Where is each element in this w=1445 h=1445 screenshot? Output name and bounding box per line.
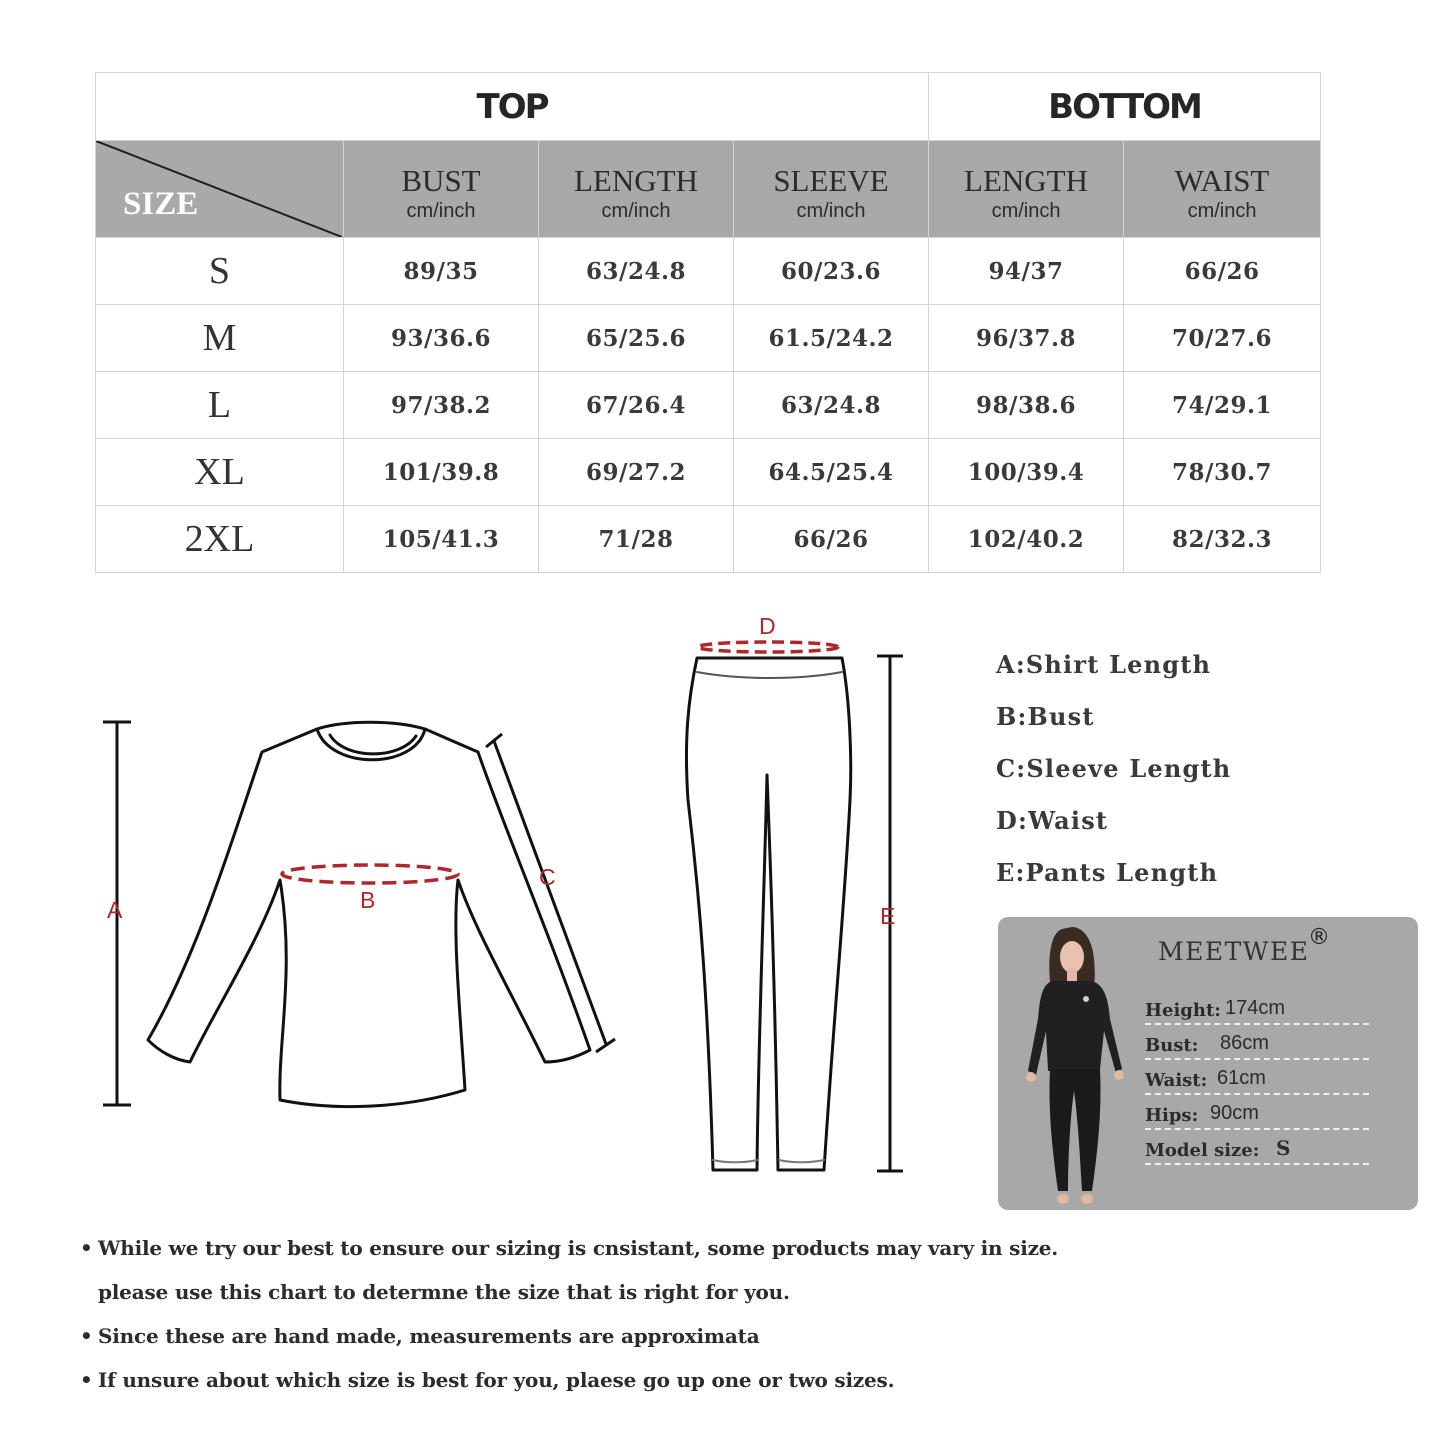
value-cell: 66/26 xyxy=(734,506,929,573)
model-stat-size xyxy=(1145,1131,1369,1165)
value-cell: 65/25.6 xyxy=(539,305,734,372)
column-name: BUST xyxy=(401,163,481,198)
column-header-bust xyxy=(344,141,539,238)
sizing-notes xyxy=(80,1226,1098,1402)
table-column-header-row xyxy=(96,141,1321,238)
stat-label: Hips: xyxy=(1145,1105,1199,1126)
stat-value: 61cm xyxy=(1217,1067,1266,1089)
column-unit: cm/inch xyxy=(991,200,1061,222)
value-cell: 100/39.4 xyxy=(929,439,1124,506)
legend-item-b: B:Bust xyxy=(996,702,1095,731)
column-unit: cm/inch xyxy=(406,200,476,222)
value-cell: 63/24.8 xyxy=(734,372,929,439)
bullet-icon: • xyxy=(80,1324,93,1348)
waist-measure-marker xyxy=(698,613,838,652)
bullet-icon: • xyxy=(80,1236,93,1260)
stat-label: Waist: xyxy=(1145,1070,1208,1091)
model-stat-hips xyxy=(1145,1096,1369,1130)
stat-value: S xyxy=(1276,1136,1291,1160)
stat-value: 86cm xyxy=(1220,1032,1269,1054)
value-cell: 67/26.4 xyxy=(539,372,734,439)
stat-label: Height: xyxy=(1145,1000,1221,1021)
model-stat-height xyxy=(1145,991,1369,1025)
label-c: C xyxy=(539,864,556,890)
legend-item-d: D:Waist xyxy=(996,806,1109,835)
measurement-legend xyxy=(996,650,1231,910)
model-stat-bust xyxy=(1145,1026,1369,1060)
value-cell: 69/27.2 xyxy=(539,439,734,506)
bust-measure-marker xyxy=(282,865,458,913)
brand-name: MEETWEE xyxy=(1158,937,1310,966)
table-row xyxy=(96,506,1321,573)
pants-outline-icon xyxy=(686,658,850,1170)
note-item xyxy=(80,1226,1098,1314)
note-text: While we try our best to ensure our sizing is cnsistant, some products may vary in size. please use this chart to determne the size that is right for you. xyxy=(98,1236,1059,1304)
sleeve-length-measure-line xyxy=(486,734,615,1052)
stat-label: Model size: xyxy=(1145,1140,1260,1161)
table-row xyxy=(96,372,1321,439)
shirt-outline-icon xyxy=(148,722,590,1106)
column-name: LENGTH xyxy=(964,163,1088,198)
label-e: E xyxy=(880,903,896,929)
value-cell: 102/40.2 xyxy=(929,506,1124,573)
table-row xyxy=(96,305,1321,372)
column-header-sleeve xyxy=(734,141,929,238)
value-cell: 74/29.1 xyxy=(1124,372,1321,439)
value-cell: 78/30.7 xyxy=(1124,439,1321,506)
legend-item-a: A:Shirt Length xyxy=(996,650,1212,679)
size-cell: L xyxy=(96,372,344,439)
bottom-group-header: BOTTOM xyxy=(929,73,1321,141)
value-cell: 64.5/25.4 xyxy=(734,439,929,506)
size-corner-header xyxy=(96,141,344,238)
note-item xyxy=(80,1358,1098,1402)
value-cell: 61.5/24.2 xyxy=(734,305,929,372)
size-cell: S xyxy=(96,238,344,305)
bullet-icon: • xyxy=(80,1368,93,1392)
legend-item-c: C:Sleeve Length xyxy=(996,754,1232,783)
size-cell: M xyxy=(96,305,344,372)
column-header-top-length xyxy=(539,141,734,238)
value-cell: 71/28 xyxy=(539,506,734,573)
model-info-card xyxy=(998,917,1418,1210)
note-text: Since these are hand made, measurements are approximata xyxy=(98,1324,760,1348)
value-cell: 60/23.6 xyxy=(734,238,929,305)
value-cell: 70/27.6 xyxy=(1124,305,1321,372)
value-cell: 94/37 xyxy=(929,238,1124,305)
size-header-label: SIZE xyxy=(123,186,199,222)
table-group-header-row xyxy=(96,73,1321,141)
value-cell: 89/35 xyxy=(344,238,539,305)
label-d: D xyxy=(759,613,776,639)
column-header-bottom-length xyxy=(929,141,1124,238)
column-unit: cm/inch xyxy=(601,200,671,222)
size-cell: 2XL xyxy=(96,506,344,573)
model-stat-waist xyxy=(1145,1061,1369,1095)
value-cell: 97/38.2 xyxy=(344,372,539,439)
table-row xyxy=(96,439,1321,506)
top-group-header: TOP xyxy=(96,73,929,141)
value-cell: 96/37.8 xyxy=(929,305,1124,372)
stat-value: 90cm xyxy=(1210,1102,1259,1124)
garment-diagram xyxy=(0,600,960,1200)
value-cell: 101/39.8 xyxy=(344,439,539,506)
table-row xyxy=(96,238,1321,305)
column-header-waist xyxy=(1124,141,1321,238)
column-name: WAIST xyxy=(1174,163,1270,198)
model-photo-icon xyxy=(1012,919,1137,1209)
value-cell: 105/41.3 xyxy=(344,506,539,573)
note-item xyxy=(80,1314,1098,1358)
label-b: B xyxy=(360,887,376,913)
size-cell: XL xyxy=(96,439,344,506)
column-name: SLEEVE xyxy=(773,163,889,198)
legend-item-e: E:Pants Length xyxy=(996,858,1219,887)
value-cell: 93/36.6 xyxy=(344,305,539,372)
column-unit: cm/inch xyxy=(796,200,866,222)
registered-mark: ® xyxy=(1308,925,1330,950)
value-cell: 82/32.3 xyxy=(1124,506,1321,573)
stat-label: Bust: xyxy=(1145,1035,1199,1056)
value-cell: 63/24.8 xyxy=(539,238,734,305)
size-chart-table xyxy=(95,72,1321,573)
column-name: LENGTH xyxy=(574,163,698,198)
value-cell: 66/26 xyxy=(1124,238,1321,305)
value-cell: 98/38.6 xyxy=(929,372,1124,439)
stat-value: 174cm xyxy=(1225,997,1286,1019)
label-a: A xyxy=(107,897,123,923)
column-unit: cm/inch xyxy=(1187,200,1257,222)
note-text: If unsure about which size is best for you, plaese go up one or two sizes. xyxy=(98,1368,895,1392)
